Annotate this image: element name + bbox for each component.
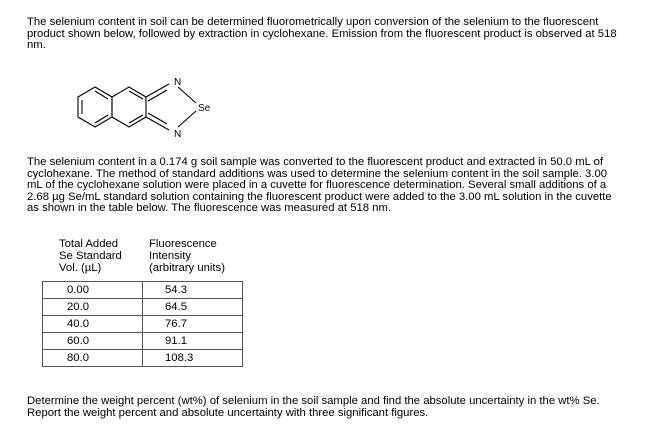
column-header-volume: Total Added Se Standard Vol. (µL) [59, 238, 122, 274]
left-benzene-ring [78, 87, 112, 127]
middle-benzene-ring [112, 87, 146, 127]
table-row [43, 333, 243, 350]
intensity-cell: 108.3 [143, 350, 243, 367]
question-paragraph: Determine the weight percent (wt%) of selenium in the soil sample and find the absolute uncertainty in the wt% Se. Report the weight percent and absolute uncertainty with three significant figures. [27, 395, 600, 419]
standard-additions-table [42, 281, 243, 367]
intensity-cell: 64.5 [143, 299, 243, 316]
intensity-cell: 54.3 [143, 282, 243, 299]
selenium-label: Se [198, 103, 211, 114]
column-header-fluorescence: Fluorescence Intensity (arbitrary units) [149, 238, 225, 274]
volume-cell: 0.00 [43, 282, 143, 299]
volume-cell: 60.0 [43, 333, 143, 350]
table-row [43, 316, 243, 333]
nitrogen-top-label: N [174, 77, 182, 88]
table-row [43, 350, 243, 367]
table-row [43, 299, 243, 316]
intensity-cell: 91.1 [143, 333, 243, 350]
table-row [43, 282, 243, 299]
procedure-paragraph: The selenium content in a 0.174 g soil sample was converted to the fluorescent product and extracted in 50.0 mL of cyclohexane. The method of standard additions was used to determine the selenium content in the soil sample. 3.00 mL of the cyclohexane solution were placed in a cuvette for fluorescence determination. Several small additions of a 2.68 µg Se/mL standard solution containing the fluorescent product were added to the 3.00 mL solution in the cuvette as shown in the table below. The fluorescence was measured at 518 nm. [27, 156, 612, 215]
intro-paragraph: The selenium content in soil can be determined fluorometrically upon conversion of the selenium to the fluorescent product shown below, followed by extraction in cyclohexane. Emission from the fluorescent product is observed at 518 nm. [27, 16, 617, 52]
volume-cell: 80.0 [43, 350, 143, 367]
benzoselenadiazole-structure [60, 70, 220, 148]
volume-cell: 20.0 [43, 299, 143, 316]
volume-cell: 40.0 [43, 316, 143, 333]
nitrogen-bottom-label: N [174, 129, 182, 140]
intensity-cell: 76.7 [143, 316, 243, 333]
